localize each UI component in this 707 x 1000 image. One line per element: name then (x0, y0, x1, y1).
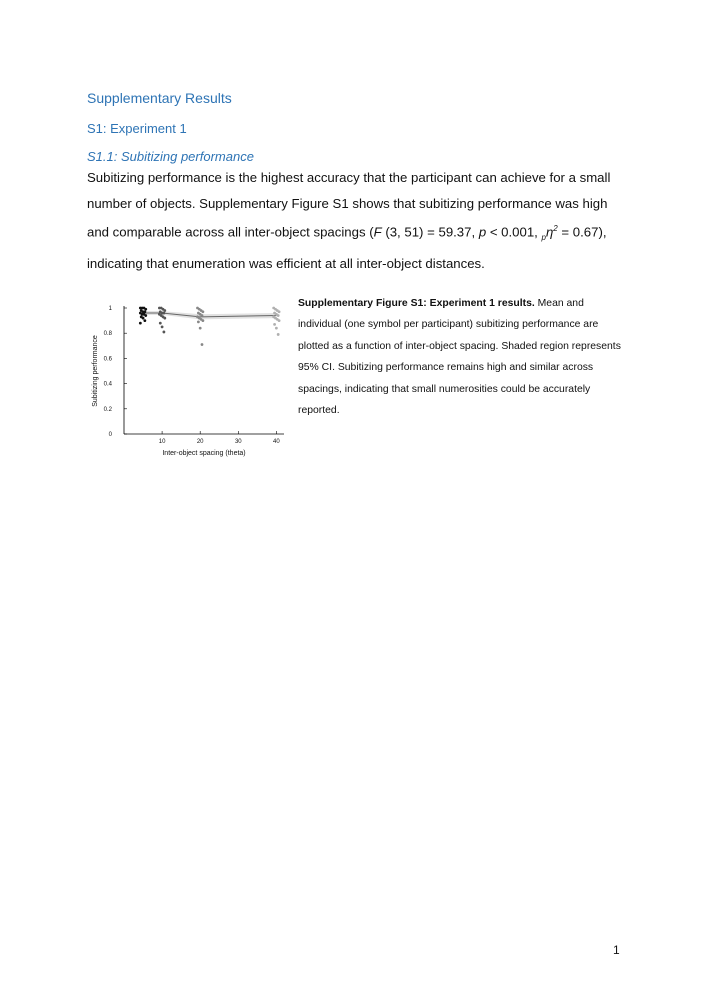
figure-caption (298, 293, 628, 421)
y-tick-label: 0.4 (103, 381, 112, 388)
section-heading: Supplementary Results (87, 90, 232, 106)
y-tick-label: 0 (108, 432, 112, 438)
data-point (278, 310, 281, 313)
eta-subscript: p (541, 233, 546, 243)
data-point (142, 317, 145, 320)
x-tick-label: 30 (234, 439, 242, 445)
data-point (275, 327, 278, 330)
y-tick-label: 1 (108, 306, 112, 312)
data-point (143, 310, 146, 313)
x-axis-label: Inter-object spacing (theta) (162, 450, 246, 457)
data-point (162, 331, 165, 334)
chart-svg (84, 296, 294, 466)
x-tick-label: 20 (196, 439, 204, 445)
data-point (161, 326, 164, 329)
data-point (159, 322, 162, 325)
paragraph-text-3: < 0.001, (486, 224, 542, 240)
experiment-heading: S1: Experiment 1 (87, 121, 187, 136)
data-point (199, 327, 202, 330)
paragraph-text-2: (3, 51) = 59.37, (381, 224, 479, 240)
y-tick-label: 0.2 (103, 406, 112, 413)
subsection-heading: S1.1: Subitizing performance (87, 149, 254, 164)
x-tick-label: 40 (273, 439, 280, 445)
paragraph-text-1: Subitizing performance is the highest accuracy that the participant can achieve for a small number of objects. Supplementary Figure S1 shows that subitizing performance was high and comparable across all inter-object spacings ( (87, 170, 611, 240)
data-point (277, 333, 280, 336)
data-point (278, 319, 281, 322)
page-number: 1 (613, 943, 620, 957)
data-point (201, 319, 204, 322)
data-point (201, 343, 204, 346)
y-tick-label: 0.6 (103, 356, 112, 363)
data-point (201, 310, 204, 313)
data-point (144, 314, 147, 317)
data-point (143, 319, 146, 322)
data-point (163, 317, 166, 320)
stat-f: F (373, 224, 382, 240)
results-paragraph (87, 165, 627, 276)
data-point (201, 314, 204, 317)
data-point (277, 314, 280, 317)
figure-s1 (84, 296, 294, 466)
paragraph-text-4: = 0.67), indicating that enumeration was efficient at all inter-object distances. (87, 224, 607, 271)
data-point (163, 309, 166, 312)
data-point (162, 312, 165, 315)
data-point (139, 322, 142, 325)
stat-p: p (478, 224, 487, 240)
data-point (273, 323, 276, 326)
eta-superscript: 2 (553, 224, 558, 233)
caption-text: Mean and individual (one symbol per participant) subitizing performance are plotted as a function of inter-object spacing. Shaded region represents 95% CI. Subitizing performance remains high and similar across spacings, indicating that small numerosities could be accurately reported. (298, 298, 621, 417)
y-axis-label: Subitizing performance (92, 335, 99, 407)
y-tick-label: 0.8 (103, 331, 112, 338)
eta-symbol: η (545, 224, 554, 240)
data-point (197, 320, 200, 323)
data-point (144, 308, 147, 311)
caption-title: Supplementary Figure S1: Experiment 1 results. (298, 298, 535, 309)
x-tick-label: 10 (158, 439, 166, 445)
